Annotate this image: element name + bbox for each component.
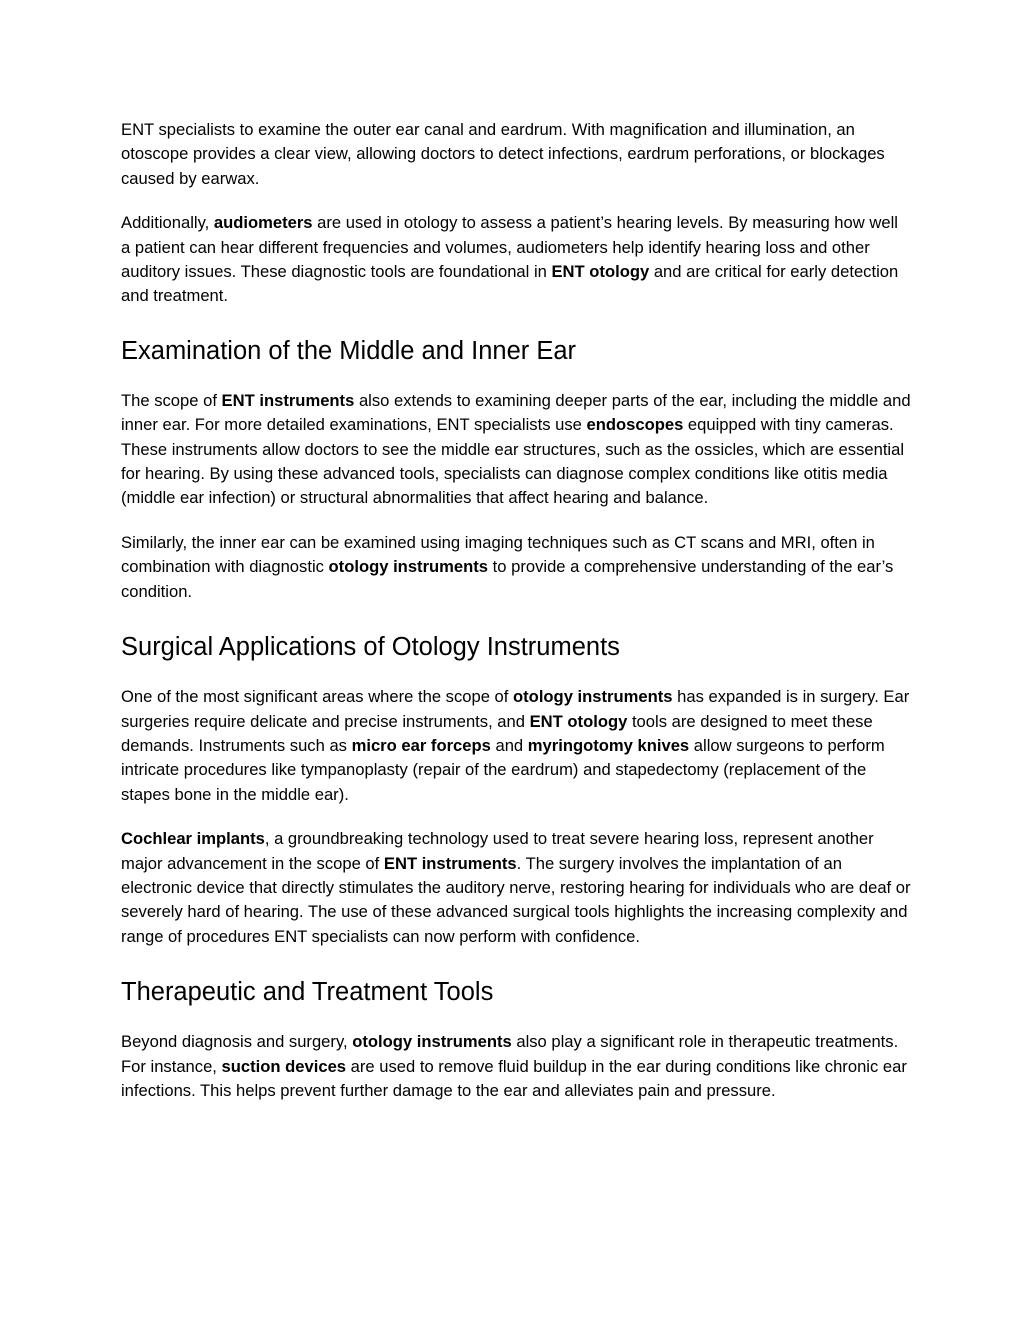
bold-term: ENT instruments xyxy=(221,390,355,410)
bold-term: ENT otology xyxy=(551,262,650,282)
paragraph-ear-surgery: One of the most significant areas where the scope of otology instruments has expanded is in surgery. Ear surgeries require delicate and precise instruments, and ENT otology tools are designed to meet these demands. Instruments such as micro ear forceps and myringotomy knives allow surgeons to perform intricate procedures like tympanoplasty (repair of the eardrum) and stapedectomy (replacement of the stapes bone in the middle ear). xyxy=(121,687,910,804)
heading-examination: Examination of the Middle and Inner Ear xyxy=(121,336,577,365)
bold-term: audiometers xyxy=(213,213,313,233)
paragraph-otoscope: ENT specialists to examine the outer ear canal and eardrum. With magnification and illumination, an otoscope provides a clear view, allowing doctors to detect infections, eardrum perforations, or blockages caused by earwax. xyxy=(121,120,885,188)
bold-term: ENT instruments xyxy=(383,853,517,873)
bold-term: ENT otology xyxy=(529,711,628,731)
bold-term: otology instruments xyxy=(513,687,673,707)
bold-term: endoscopes xyxy=(586,415,684,435)
paragraph-cochlear-implants: Cochlear implants, a groundbreaking technology used to treat severe hearing loss, represent another major advancement in the scope of ENT instruments. The surgery involves the implantation of an electronic device that directly stimulates the auditory nerve, restoring hearing for individuals who are deaf or severely hard of hearing. The use of these advanced surgical tools highlights the increasing complexity and range of procedures ENT specialists can now perform with confidence. xyxy=(121,829,911,946)
paragraph-suction-devices: Beyond diagnosis and surgery, otology instruments also play a significant role in therapeutic treatments. For instance, suction devices are used to remove fluid buildup in the ear during conditions like chronic ear infections. This helps prevent further damage to the ear and alleviates pain and pressure. xyxy=(121,1032,907,1100)
document-page xyxy=(121,118,911,1123)
bold-term: Cochlear implants xyxy=(121,829,265,849)
heading-therapeutic-tools: Therapeutic and Treatment Tools xyxy=(121,978,494,1007)
bold-term: otology instruments xyxy=(328,557,489,577)
bold-term: otology instruments xyxy=(352,1032,512,1052)
bold-term: suction devices xyxy=(221,1056,347,1076)
bold-term: micro ear forceps xyxy=(351,735,491,755)
paragraph-inner-ear-imaging: Similarly, the inner ear can be examined using imaging techniques such as CT scans and MRI, often in combination with diagnostic otology instruments to provide a comprehensive understanding of the ear’s condition. xyxy=(121,532,894,601)
bold-term: myringotomy knives xyxy=(527,735,690,755)
paragraph-audiometers: Additionally, audiometers are used in otology to assess a patient’s hearing levels. By measuring how well a patient can hear different frequencies and volumes, audiometers help identify hearing loss and other auditory issues. These diagnostic tools are foundational in ENT otology and are critical for early detection and treatment. xyxy=(121,213,899,306)
heading-surgical-applications: Surgical Applications of Otology Instruments xyxy=(121,633,620,662)
paragraph-endoscopes: The scope of ENT instruments also extends to examining deeper parts of the ear, including the middle and inner ear. For more detailed examinations, ENT specialists use endoscopes equipped with tiny cameras. These instruments allow doctors to see the middle ear structures, such as the ossicles, which are essential for hearing. By using these advanced tools, specialists can diagnose complex conditions like otitis media (middle ear infection) or structural abnormalities that affect hearing and balance. xyxy=(121,390,911,508)
